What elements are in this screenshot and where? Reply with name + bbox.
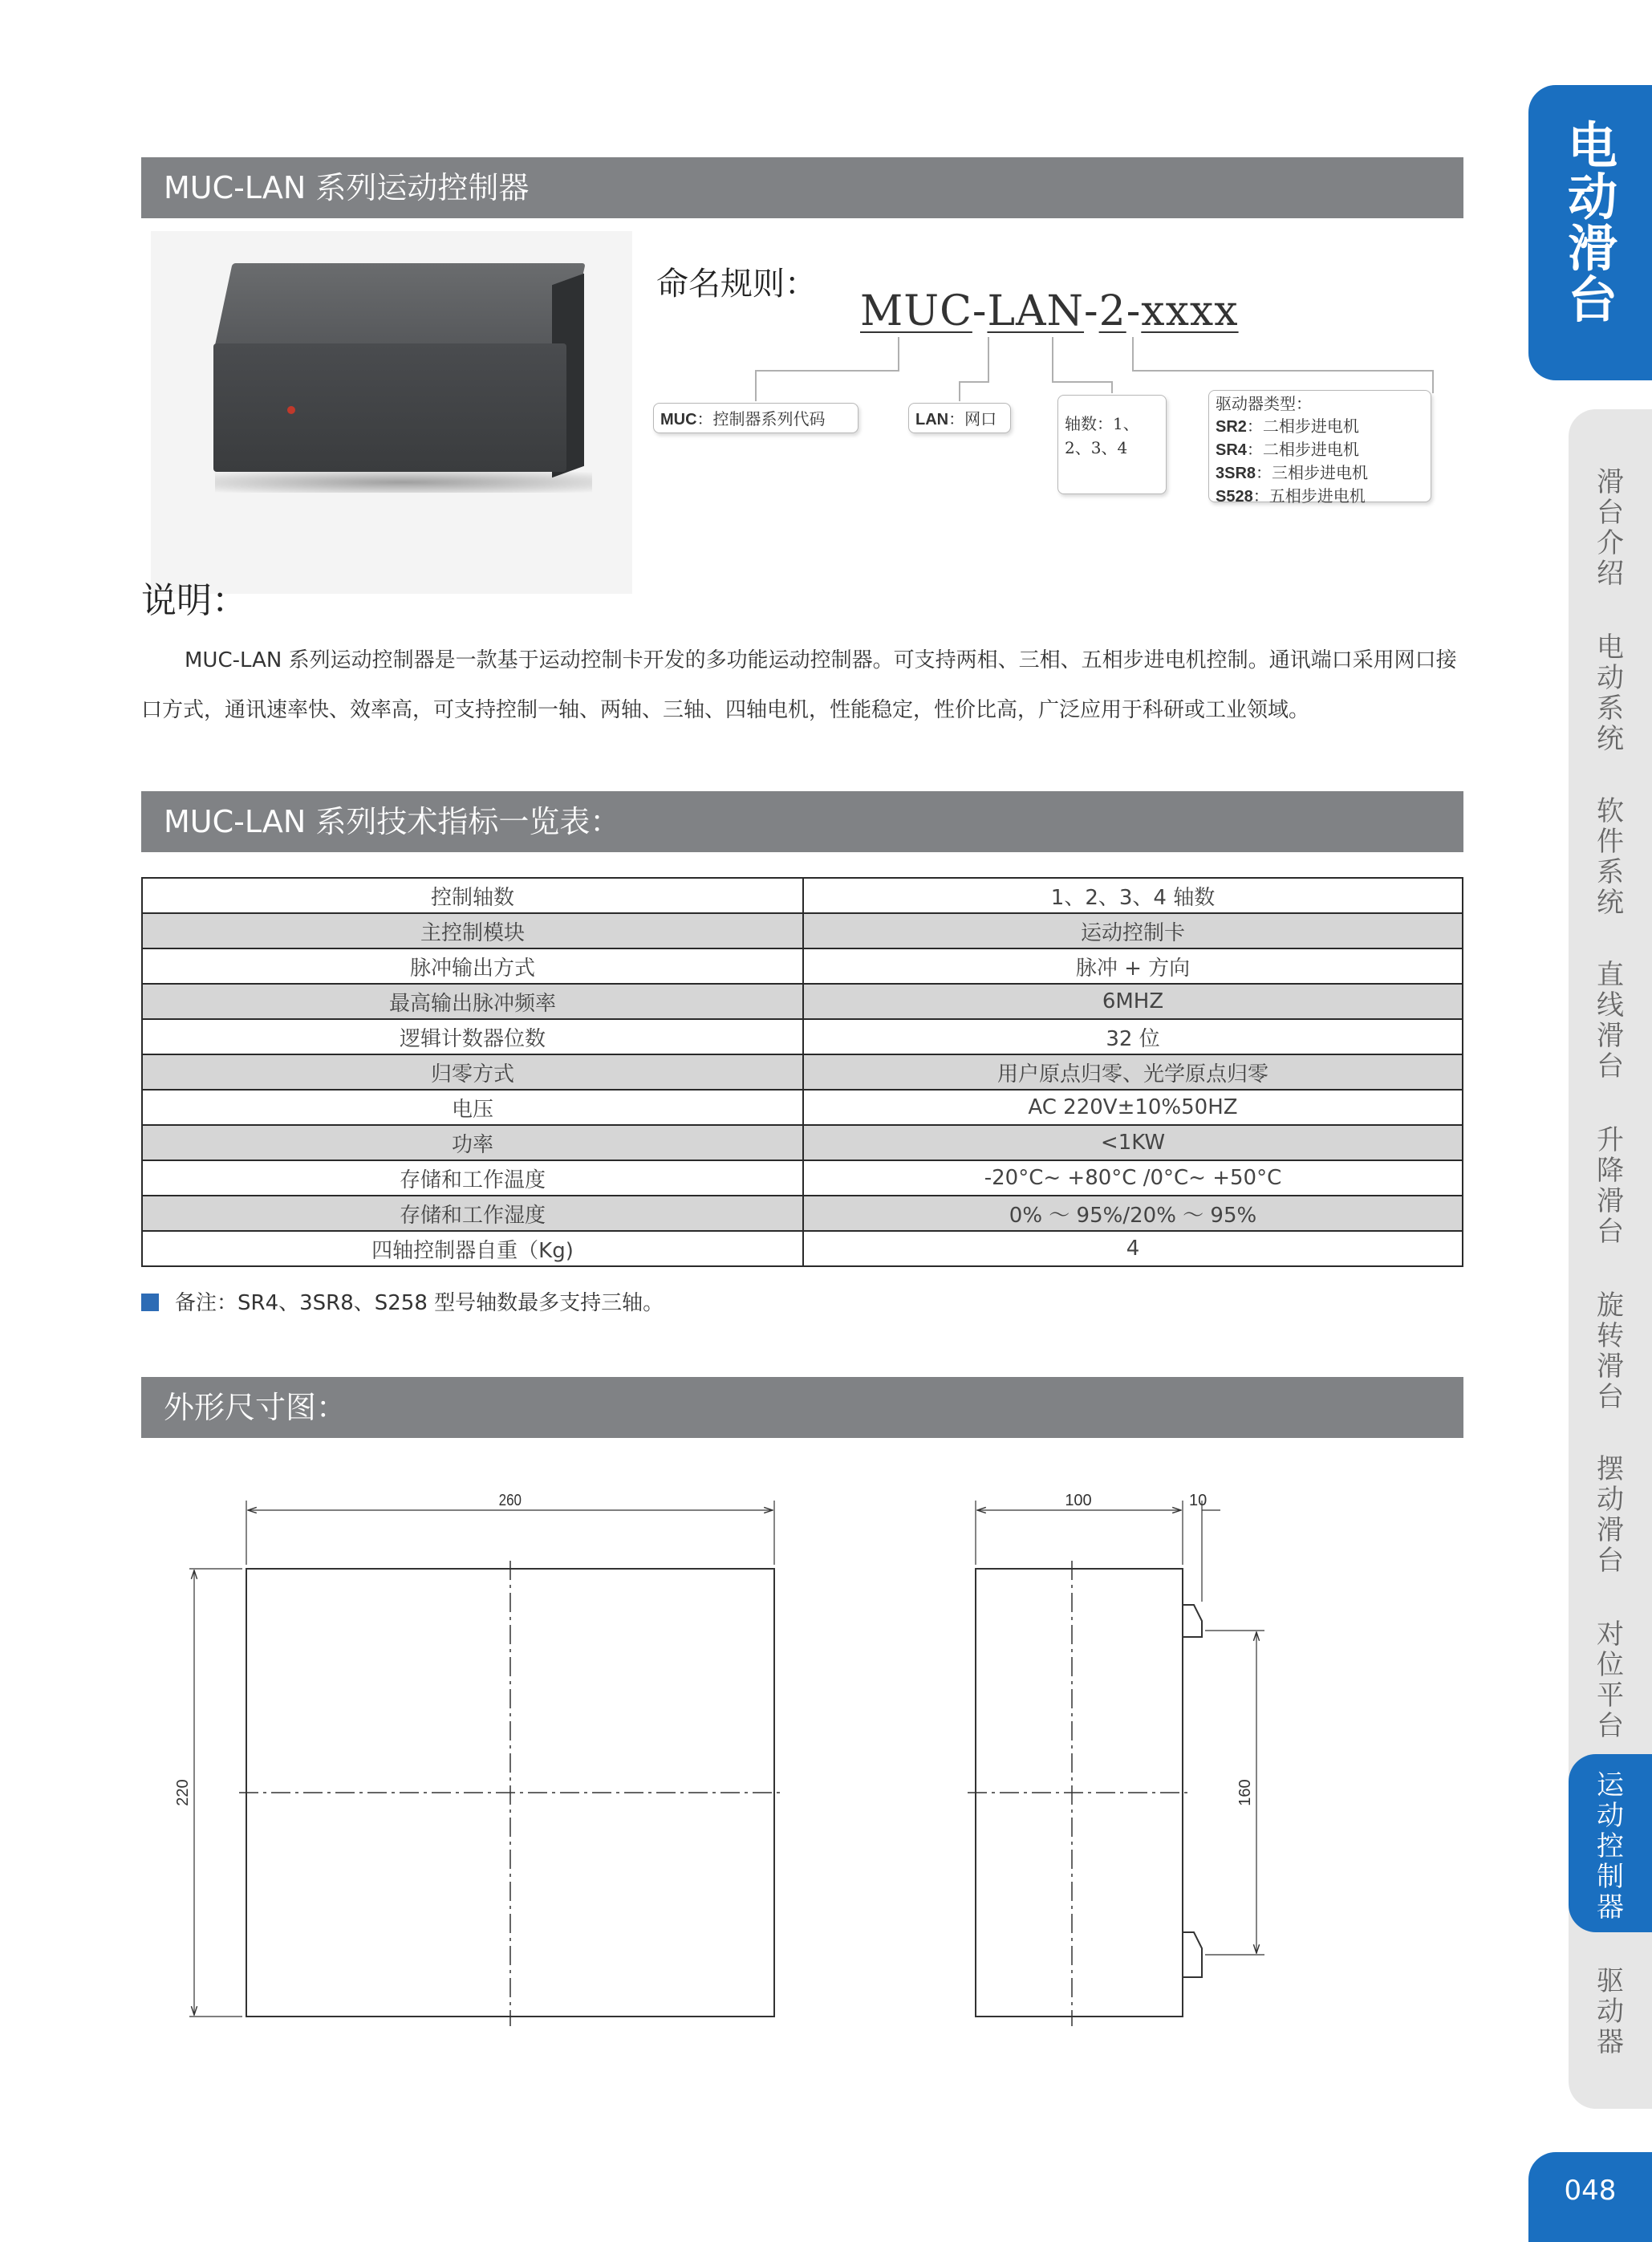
- note-square-icon: [141, 1294, 159, 1311]
- sidebar-item-linear-slide[interactable]: 直线滑台: [1597, 959, 1624, 1082]
- spec-label: 存储和工作温度: [142, 1160, 803, 1196]
- spec-row: [142, 1196, 1463, 1231]
- spec-row: [142, 878, 1463, 913]
- section-title-product: MUC-LAN 系列运动控制器: [141, 157, 1463, 218]
- spec-row: [142, 1125, 1463, 1160]
- spec-row: [142, 984, 1463, 1019]
- driver-text: ：二相步进电机: [1246, 440, 1359, 459]
- driver-key: S528: [1216, 488, 1253, 506]
- sidebar-item-slide-intro[interactable]: 滑台介绍: [1597, 466, 1624, 590]
- sidebar-item-alignment-platform[interactable]: 对位平台: [1597, 1619, 1624, 1742]
- code-sep: -: [972, 287, 988, 335]
- sidebar-header-title: 电动滑台: [1567, 116, 1617, 329]
- sidebar-item-electric-system[interactable]: 电动系统: [1597, 632, 1624, 755]
- sidebar-item-driver[interactable]: 驱动器: [1597, 1965, 1624, 2058]
- dim-side-depth: 100: [1065, 1492, 1092, 1509]
- spec-label: 存储和工作湿度: [142, 1196, 803, 1231]
- code-sep: -: [1084, 287, 1099, 335]
- sidebar-item-rotary-slide[interactable]: 旋转滑台: [1597, 1290, 1624, 1413]
- spec-row: [142, 1019, 1463, 1054]
- sidebar-item-motion-controller[interactable]: 运动控制器: [1597, 1769, 1624, 1923]
- code-part-muc: MUC: [860, 287, 972, 335]
- spec-row: [142, 1160, 1463, 1196]
- spec-value: 1、2、3、4 轴数: [803, 878, 1463, 913]
- spec-row: [142, 1054, 1463, 1090]
- spec-value: 脉冲 + 方向: [803, 948, 1463, 984]
- spec-value: 运动控制卡: [803, 913, 1463, 948]
- side-handle-top: [1183, 1605, 1202, 1637]
- note-text: 备注：SR4、3SR8、S258 型号轴数最多支持三轴。: [175, 1291, 664, 1315]
- box-driver-item: [1216, 415, 1424, 438]
- spec-value: AC 220V±10%50HZ: [803, 1090, 1463, 1125]
- box-axis-line1: 轴数：1、: [1065, 414, 1139, 433]
- description-title: 说明：: [141, 580, 247, 621]
- driver-key: SR4: [1216, 441, 1247, 459]
- section-title-specs: MUC-LAN 系列技术指标一览表：: [141, 791, 1463, 852]
- naming-box-driver: [1208, 390, 1431, 506]
- spec-table: [141, 877, 1463, 1267]
- spec-label: 功率: [142, 1125, 803, 1160]
- spec-label: 主控制模块: [142, 913, 803, 948]
- spec-row: [142, 1231, 1463, 1266]
- description-text: MUC-LAN 系列运动控制器是一款基于运动控制卡开发的多功能运动控制器。可支持两相、三相、五相步进电机控制。通讯端口采用网口接口方式，通讯速率快、效率高，可支持控制一轴、两轴、三轴、四轴电机，性能稳定，性价比高，广泛应用于科研或工业领域。: [141, 648, 1457, 722]
- sidebar-item-lift-slide[interactable]: 升降滑台: [1597, 1124, 1624, 1248]
- box-driver-item: [1216, 485, 1424, 508]
- page-number: 048: [1564, 2175, 1617, 2207]
- naming-box-series: [653, 403, 858, 433]
- code-part-lan: LAN: [987, 287, 1085, 335]
- naming-box-axis: [1057, 395, 1167, 494]
- box-driver-item: [1216, 461, 1424, 485]
- spec-value: 4: [803, 1231, 1463, 1266]
- code-part-axis: 2: [1098, 287, 1126, 335]
- spec-label: 电压: [142, 1090, 803, 1125]
- box-driver-item: [1216, 438, 1424, 461]
- spec-value: 32 位: [803, 1019, 1463, 1054]
- side-handle-bottom: [1183, 1932, 1202, 1977]
- driver-text: ：五相步进电机: [1252, 486, 1366, 506]
- spec-row: [142, 948, 1463, 984]
- code-part-driver: xxxx: [1141, 287, 1239, 335]
- sidebar-item-swing-slide[interactable]: 摆动滑台: [1597, 1453, 1624, 1577]
- spec-label: 脉冲输出方式: [142, 948, 803, 984]
- section-title-dimensions: 外形尺寸图：: [141, 1377, 1463, 1438]
- sidebar-item-software-system[interactable]: 软件系统: [1597, 795, 1624, 919]
- driver-text: ：三相步进电机: [1256, 463, 1369, 482]
- spec-label: 逻辑计数器位数: [142, 1019, 803, 1054]
- naming-rule-label: 命名规则：: [656, 266, 817, 303]
- spec-value: -20°C~ +80°C /0°C~ +50°C: [803, 1160, 1463, 1196]
- box-series-text: ：控制器系列代码: [696, 409, 826, 428]
- dim-front-height: 220: [174, 1779, 192, 1806]
- dim-side-height: 160: [1236, 1779, 1254, 1806]
- box-axis-line2: 2、3、4: [1065, 438, 1128, 457]
- spec-label: 四轴控制器自重（Kg): [142, 1231, 803, 1266]
- spec-label: 归零方式: [142, 1054, 803, 1090]
- box-lan-text: ：网口: [948, 409, 997, 428]
- box-series-key: MUC: [660, 411, 697, 428]
- driver-key: SR2: [1216, 418, 1247, 436]
- driver-text: ：二相步进电机: [1246, 416, 1359, 436]
- spec-value: <1KW: [803, 1125, 1463, 1160]
- spec-value: 用户原点归零、光学原点归零: [803, 1054, 1463, 1090]
- box-driver-title: 驱动器类型：: [1216, 394, 1312, 413]
- box-lan-key: LAN: [915, 411, 949, 428]
- spec-row: [142, 1090, 1463, 1125]
- dim-side-extra: 10: [1189, 1492, 1208, 1509]
- spec-row: [142, 913, 1463, 948]
- spec-value: 0% ～ 95%/20% ～ 95%: [803, 1196, 1463, 1231]
- spec-label: 控制轴数: [142, 878, 803, 913]
- naming-box-lan: [908, 403, 1011, 433]
- dim-front-width: 260: [498, 1490, 522, 1509]
- spec-value: 6MHZ: [803, 984, 1463, 1019]
- code-sep: -: [1126, 287, 1142, 335]
- note: [141, 1286, 664, 1316]
- dimension-drawing: [141, 1460, 1463, 2038]
- spec-label: 最高输出脉冲频率: [142, 984, 803, 1019]
- driver-key: 3SR8: [1216, 465, 1256, 482]
